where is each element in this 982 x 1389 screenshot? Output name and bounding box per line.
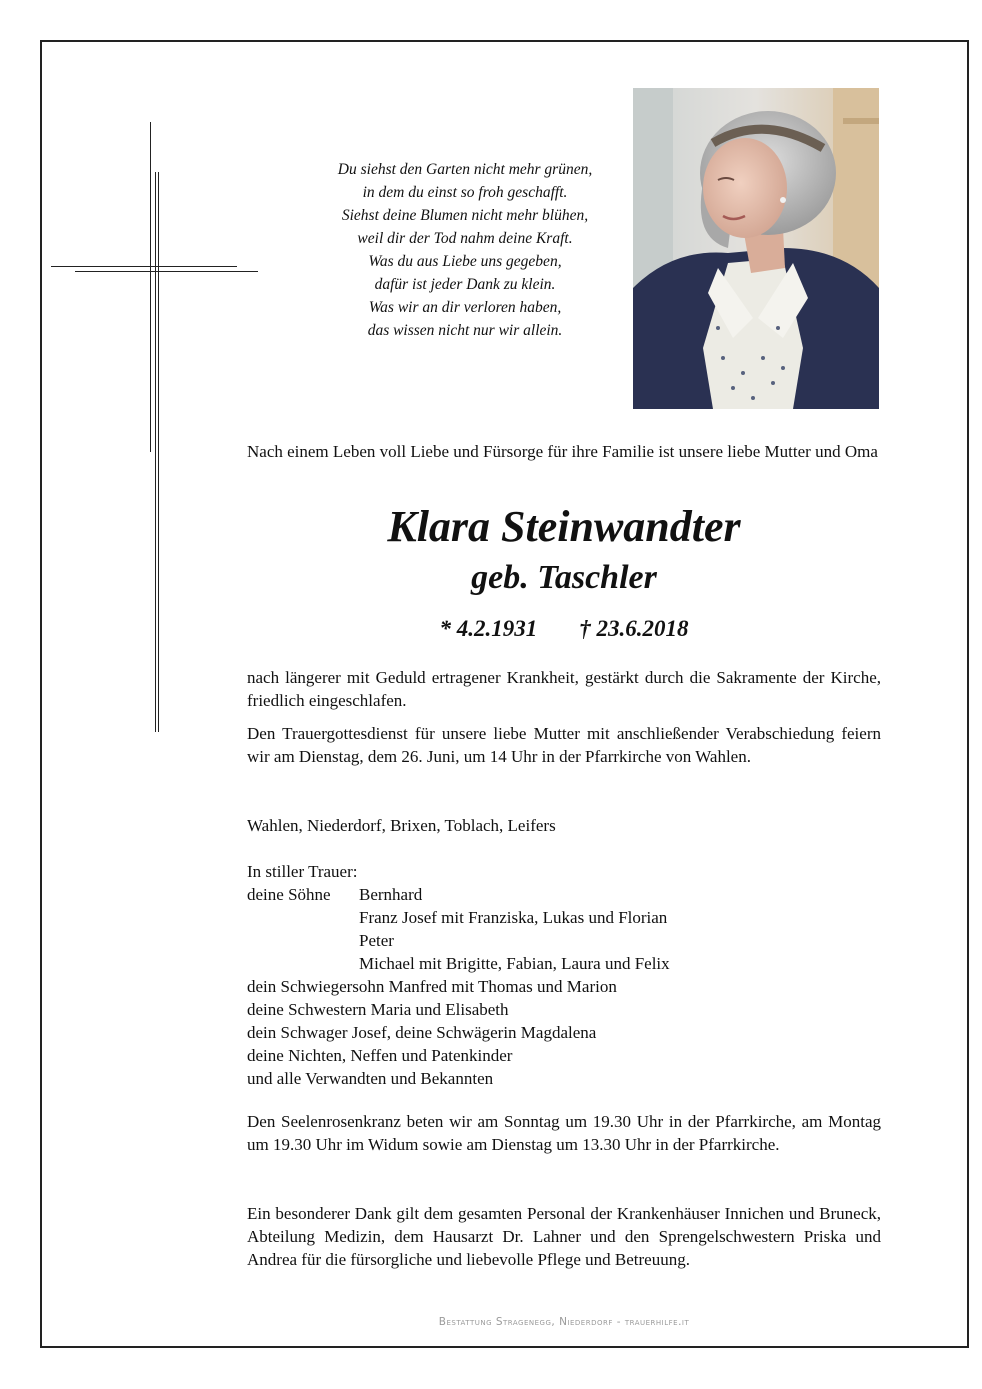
mourner-entry: deine Schwestern Maria und Elisabeth xyxy=(247,1000,509,1019)
mourner-entry: deine Nichten, Neffen und Patenkinder xyxy=(247,1046,513,1065)
passing-text: nach längerer mit Geduld ertragener Krankheit, gestärkt durch die Sakramente der Kirche, friedlich eingeschlafen. xyxy=(247,668,881,710)
places-text: Wahlen, Niederdorf, Brixen, Toblach, Leifers xyxy=(247,816,556,835)
son-entry: Bernhard xyxy=(359,885,423,904)
poem-line: weil dir der Tod nahm deine Kraft. xyxy=(357,230,573,247)
mourners-heading: In stiller Trauer: xyxy=(247,862,358,881)
mourner-entry: dein Schwiegersohn Manfred mit Thomas und Marion xyxy=(247,977,617,996)
poem-line: in dem du einst so froh geschafft. xyxy=(362,184,568,201)
rosary-text: Den Seelenrosenkranz beten wir am Sonntag um 19.30 Uhr in der Pfarrkirche, am Montag um 19.30 Uhr im Widum sowie am Dienstag um 13.30 Uhr in der Pfarrkirche. xyxy=(247,1112,881,1154)
son-entry: Franz Josef mit Franziska, Lukas und Florian xyxy=(359,908,668,927)
life-dates xyxy=(247,615,881,643)
sons-label: deine Söhne xyxy=(247,885,331,904)
footer-credit: Bestattung Stragenegg, Niederdorf - trauerhilfe.it xyxy=(438,1316,690,1328)
poem-line: Was wir an dir verloren haben, xyxy=(368,299,562,316)
poem-line: Du siehst den Garten nicht mehr grünen, xyxy=(337,161,593,178)
mourner-entry: und alle Verwandten und Bekannten xyxy=(247,1069,494,1088)
deceased-name: Klara Steinwandter xyxy=(387,502,741,551)
thanks-text: Ein besonderer Dank gilt dem gesamten Personal der Krankenhäuser Innichen und Bruneck, Abteilung Medizin, dem Hausarzt Dr. Lahner und den Sprengelschwestern Priska und Andrea für die fürsorgliche und liebevolle Pflege und Betreuung. xyxy=(247,1204,881,1269)
portrait-photo xyxy=(633,88,879,409)
intro-text: Nach einem Leben voll Liebe und Fürsorge für ihre Familie ist unsere liebe Mutter und Oma xyxy=(247,442,878,461)
mourner-entry: dein Schwager Josef, deine Schwägerin Magdalena xyxy=(247,1023,597,1042)
death-date: † 23.6.2018 xyxy=(579,616,689,641)
birth-date: * 4.2.1931 xyxy=(439,616,538,641)
poem xyxy=(300,158,630,342)
service-text: Den Trauergottesdienst für unsere liebe Mutter mit anschließender Verabschiedung feiern wir am Dienstag, dem 26. Juni, um 14 Uhr in der Pfarrkirche von Wahlen. xyxy=(247,724,881,766)
son-entry: Michael mit Brigitte, Fabian, Laura und Felix xyxy=(359,954,670,973)
son-entry: Peter xyxy=(359,931,394,950)
poem-line: das wissen nicht nur wir allein. xyxy=(367,322,563,339)
poem-line: dafür ist jeder Dank zu klein. xyxy=(374,276,556,293)
poem-line: Was du aus Liebe uns gegeben, xyxy=(368,253,562,270)
maiden-name: geb. Taschler xyxy=(471,559,657,596)
poem-line: Siehst deine Blumen nicht mehr blühen, xyxy=(341,207,589,224)
